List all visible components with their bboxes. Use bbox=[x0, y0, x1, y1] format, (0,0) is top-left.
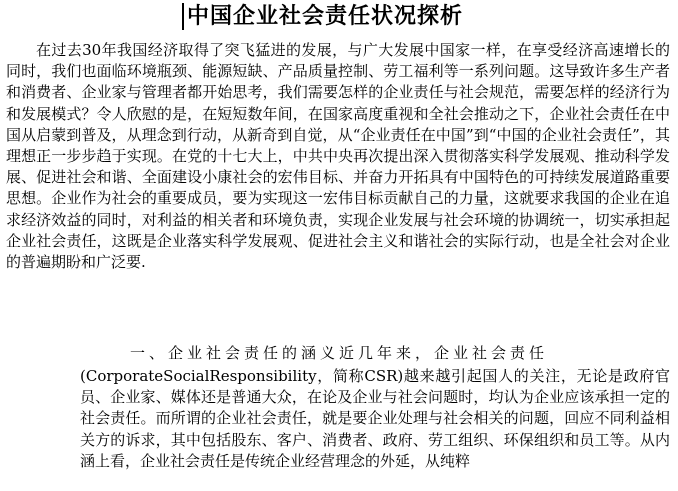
body-paragraph-2: (CorporateSocialResponsibility，简称CSR)越来越引起国人的关注，无论是政府官员、企业家、媒体还是普通大众，在论及企业与社会问题时，均认为企业应该承担一定的社会责任。而所谓的企业社会责任，就是要企业处理与社会相关的问题，回应不同利益相关方的诉求，其中包括股东、客户、消费者、政府、劳工组织、环保组织和员工等。从内涵上看，企业社会责任是传统企业经营理念的外延，从纯粹 bbox=[80, 367, 670, 470]
text-cursor bbox=[182, 3, 184, 30]
document-title: 中国企业社会责任状况探析 bbox=[187, 3, 464, 29]
section-heading: 一、企业社会责任的涵义近几年来，企业社会责任 bbox=[130, 344, 549, 362]
body-paragraph-1: 在过去30年我国经济取得了突飞猛进的发展，与广大发展中国家一样，在享受经济高速增长的同时，我们也面临环境瓶颈、能源短缺、产品质量控制、劳工福利等一系列问题。这导致许多生产者和消费者、企业家与管理者都开始思考，我们需要怎样的企业责任与社会规范，需要怎样的经济行为和发展模式？令人欣慰的是，在短短数年间，在国家高度重视和全社会推动之下，企业社会责任在中国从启蒙到普及，从理念到行动，从新奇到自觉，从“企业责任在中国”到“中国的企业社会责任”，其理想正一步步趋于实现。在党的十七大上，中共中央再次提出深入贯彻落实科学发展观、推动科学发展、促进社会和谐、全面建设小康社会的宏伟目标、并奋力开拓具有中国特色的可持续发展道路重要思想。企业作为社会的重要成员，要为实现这一宏伟目标贡献自己的力量，这就要求我国的企业在追求经济效益的同时，对利益的相关者和环境负责，实现企业发展与社会环境的协调统一，切实承担起企业社会责任，这既是企业落实科学发展观、促进社会主义和谐社会的实际行动，也是全社会对企业的普遍期盼和广泛要. bbox=[6, 41, 670, 272]
